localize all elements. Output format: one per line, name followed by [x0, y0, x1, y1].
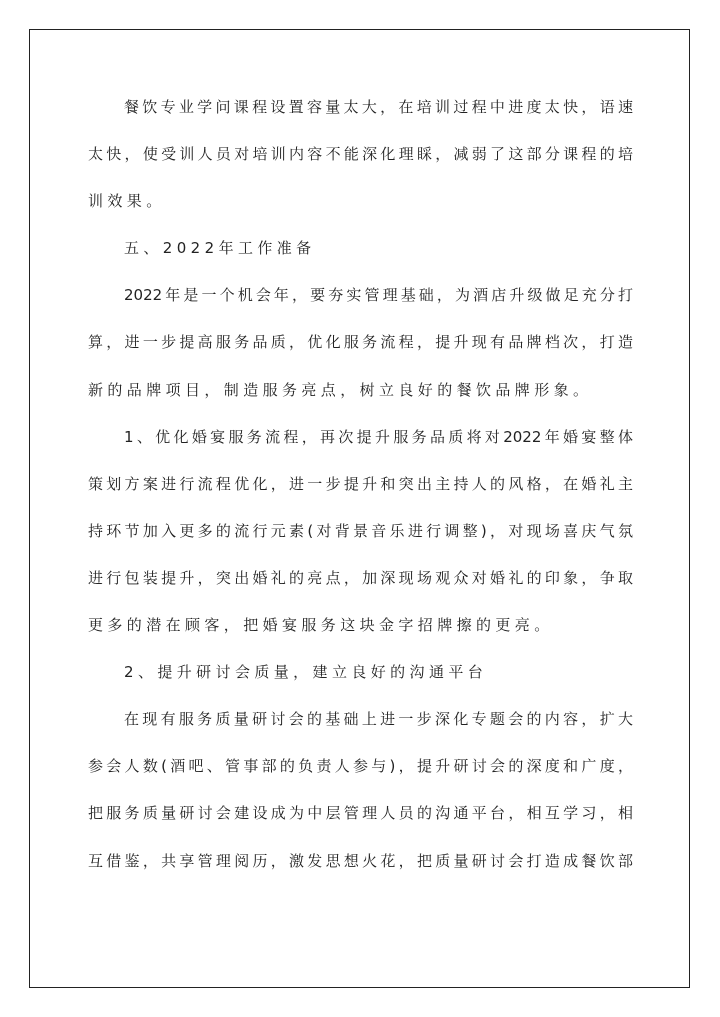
- text-line: 算，进一步提高服务品质，优化服务流程，提升现有品牌档次，打造: [88, 333, 633, 352]
- text-line: 2、提升研讨会质量，建立良好的沟通平台: [124, 663, 488, 682]
- text-line: 互借鉴，共享管理阅历，激发思想火花，把质量研讨会打造成餐饮部: [88, 851, 633, 870]
- document-body: [88, 84, 633, 885]
- text-line: 五、2022年工作准备: [124, 239, 316, 258]
- text-line: 进行包装提升，突出婚礼的亮点，加深现场观众对婚礼的印象，争取: [88, 568, 633, 587]
- text-line: 持环节加入更多的流行元素(对背景音乐进行调整)，对现场喜庆气氛: [88, 521, 633, 540]
- text-line: 训效果。: [88, 192, 166, 211]
- text-line: 餐饮专业学问课程设置容量太大，在培训过程中进度太快，语速: [124, 98, 633, 116]
- text-line: 更多的潜在顾客，把婚宴服务这块金字招牌擦的更亮。: [88, 616, 554, 635]
- text-line: 新的品牌项目，制造服务亮点，树立良好的餐饮品牌形象。: [88, 380, 593, 399]
- text-line: 在现有服务质量研讨会的基础上进一步深化专题会的内容，扩大: [124, 710, 633, 729]
- text-line: 参会人数(酒吧、管事部的负责人参与)，提升研讨会的深度和广度，: [88, 757, 633, 776]
- text-line: 1、优化婚宴服务流程，再次提升服务品质将对2022年婚宴整体: [124, 427, 633, 446]
- text-line: 2022年是一个机会年，要夯实管理基础，为酒店升级做足充分打: [124, 286, 633, 305]
- text-line: 太快，使受训人员对培训内容不能深化理睬，减弱了这部分课程的培: [88, 145, 633, 164]
- text-line: 策划方案进行流程优化，进一步提升和突出主持人的风格，在婚礼主: [88, 474, 633, 493]
- text-line: 把服务质量研讨会建设成为中层管理人员的沟通平台，相互学习，相: [88, 804, 633, 823]
